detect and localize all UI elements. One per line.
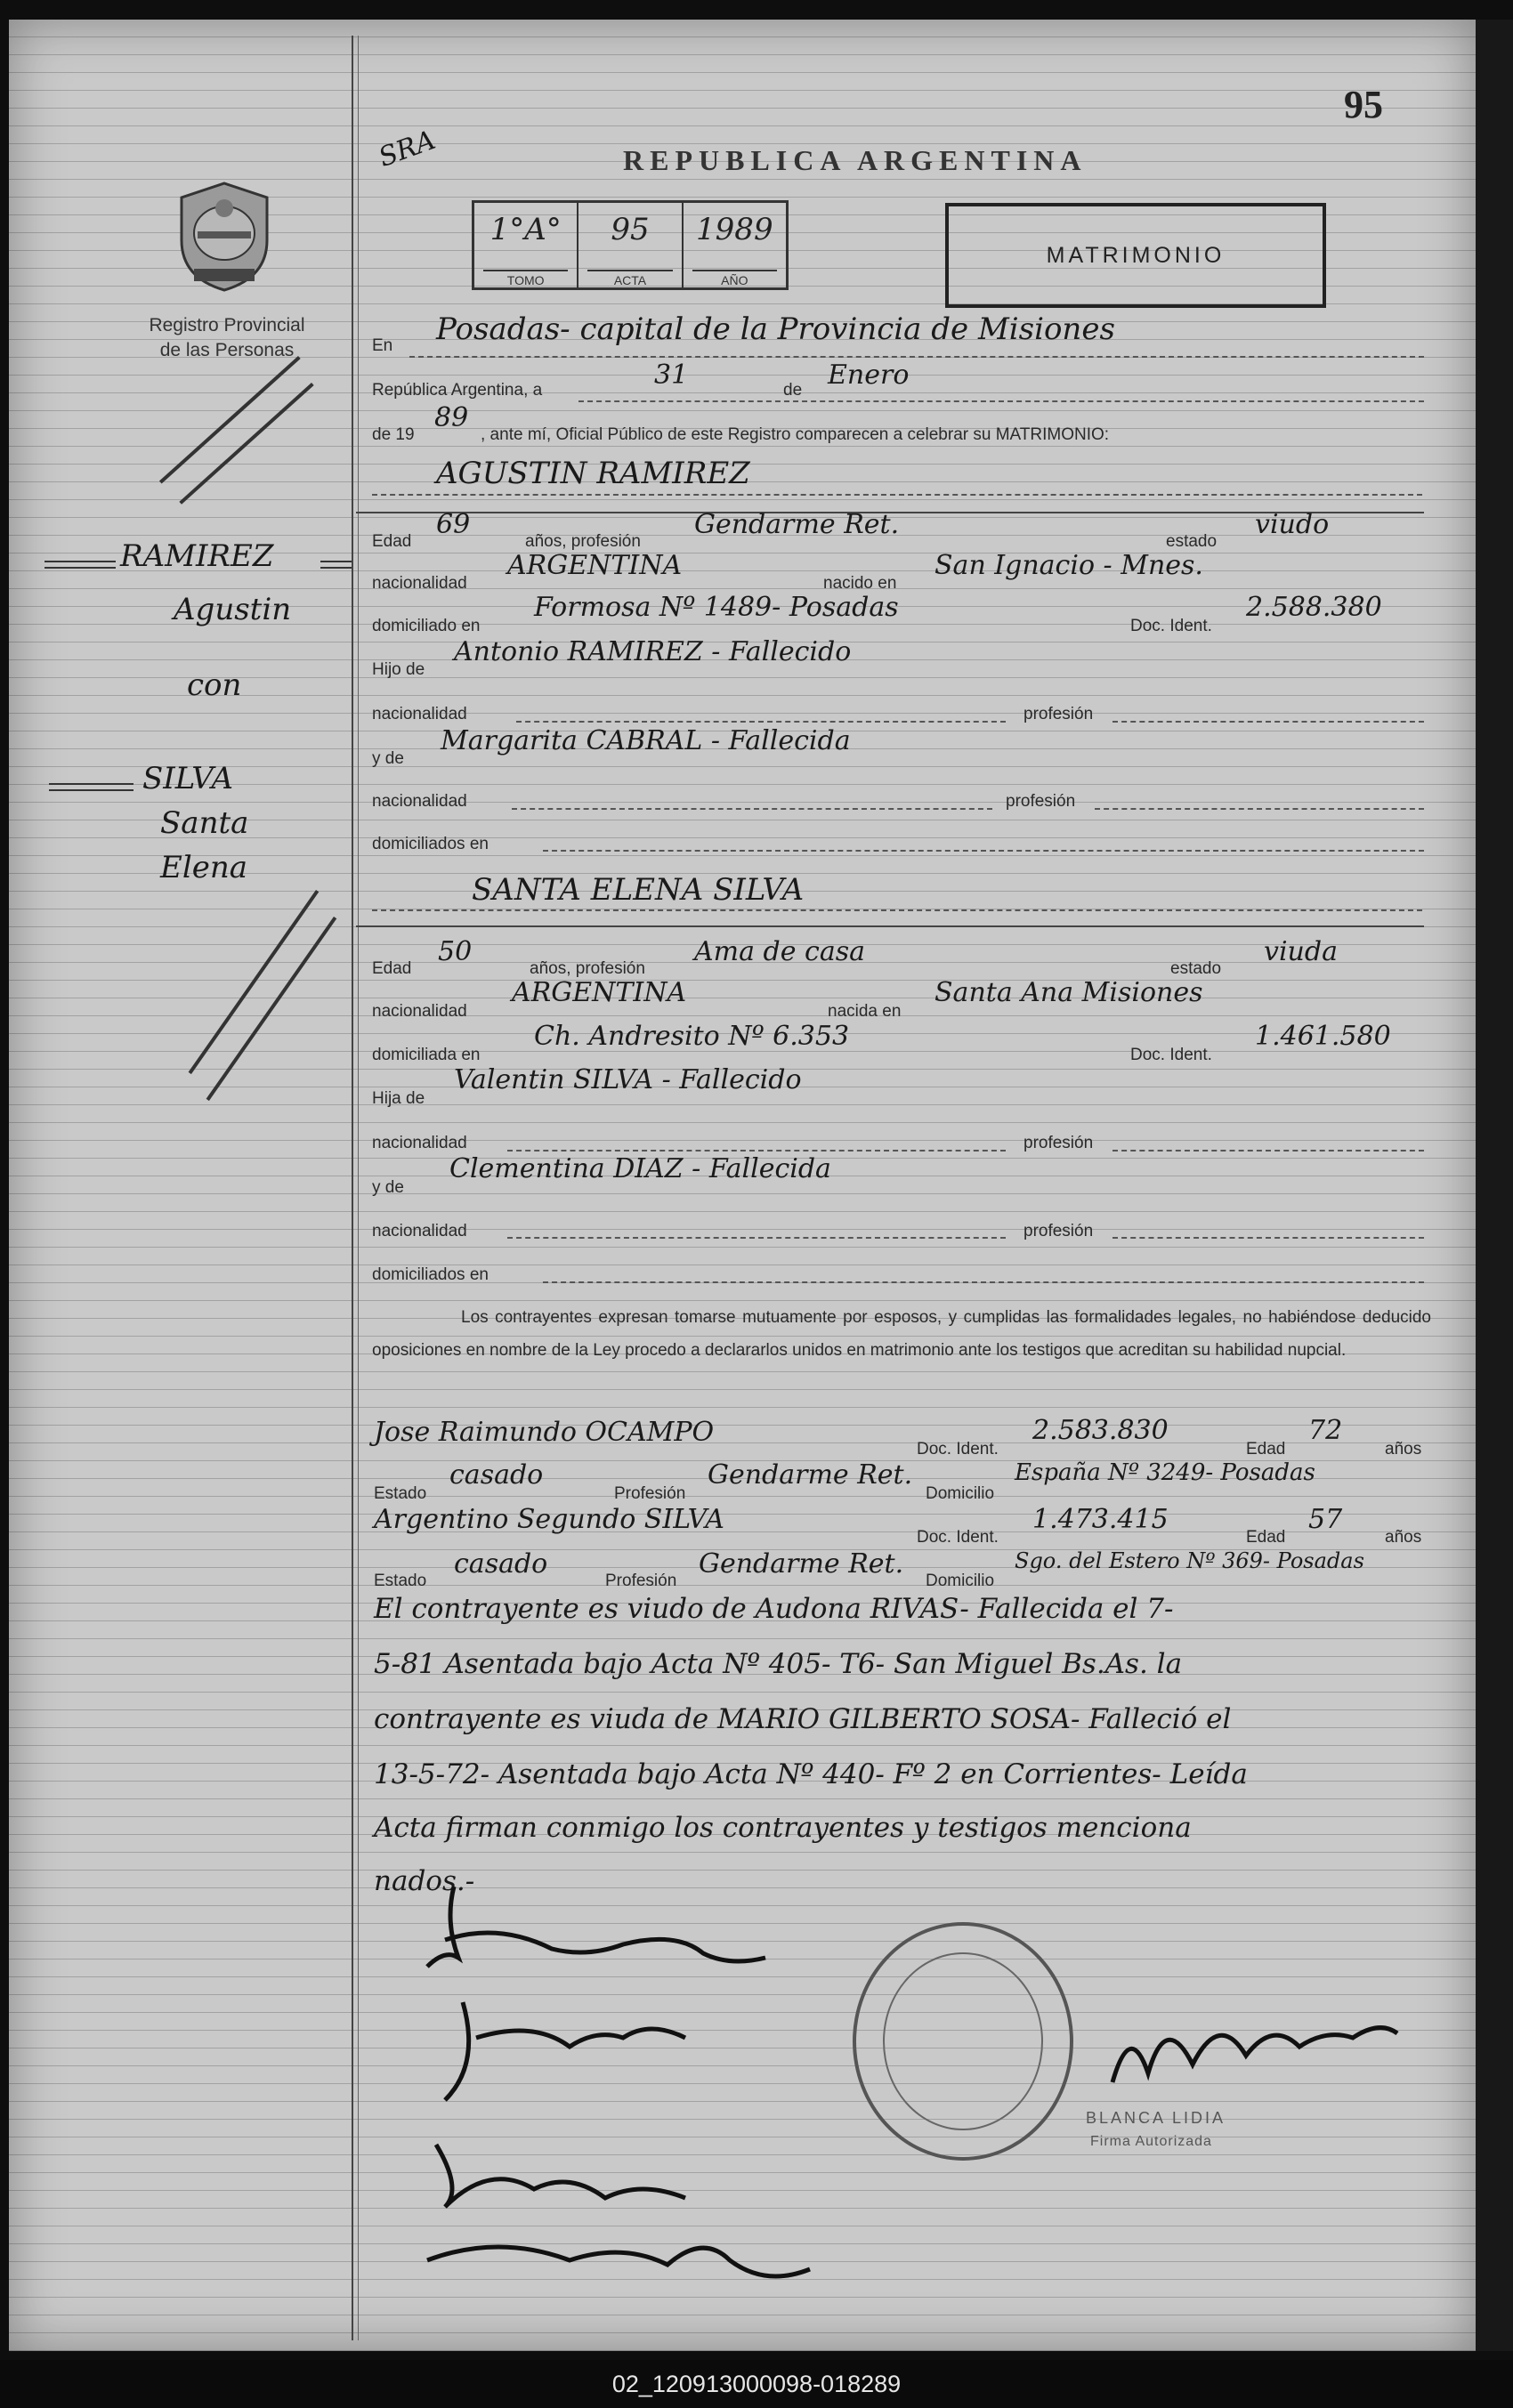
bride-profession: Ama de casa xyxy=(694,936,865,967)
groom-profession: Gendarme Ret. xyxy=(694,509,900,540)
coat-of-arms-icon xyxy=(171,178,278,294)
margin-bride-given-1: Santa xyxy=(160,805,249,841)
fill-line xyxy=(578,400,1424,402)
groom-nacionalidad-label: nacionalidad xyxy=(372,574,467,593)
bride-estado-label: estado xyxy=(1170,959,1222,978)
de-label: de xyxy=(783,381,803,400)
record-number-box xyxy=(472,200,789,290)
record-type-box xyxy=(945,203,1326,308)
groom-estado: viudo xyxy=(1255,509,1330,540)
groom-father-nac-label: nacionalidad xyxy=(372,705,467,723)
groom-birthplace: San Ignacio - Mnes. xyxy=(934,550,1203,581)
groom-address: Formosa Nº 1489- Posadas xyxy=(534,592,899,623)
groom-yde-label: y de xyxy=(372,749,404,768)
groom-doc-label: Doc. Ident. xyxy=(1130,617,1212,635)
signatures-group xyxy=(392,1869,837,2367)
bride-profession-label: años, profesión xyxy=(530,959,645,978)
groom-doc: 2.588.380 xyxy=(1246,592,1382,623)
year-value: 89 xyxy=(434,402,469,433)
groom-domiciliados-label: domiciliados en xyxy=(372,835,489,853)
tomo-cell xyxy=(474,203,578,287)
bride-doc: 1.461.580 xyxy=(1255,1021,1391,1052)
witness-2-anos-label: años xyxy=(1385,1528,1422,1547)
office-line-1: Registro Provincial xyxy=(149,315,305,335)
witness-2-address: Sgo. del Estero Nº 369- Posadas xyxy=(1015,1548,1364,1573)
groom-hijo-label: Hijo de xyxy=(372,660,425,679)
margin-bride-surname: SILVA xyxy=(142,761,234,796)
bride-nacida-label: nacida en xyxy=(828,1002,902,1021)
margin-groom-surname: RAMIREZ xyxy=(120,538,274,574)
margin-rule-line xyxy=(320,561,352,569)
note-line: El contrayente es viudo de Audona RIVAS- Fallecida el 7- xyxy=(374,1593,1174,1625)
intro-text: , ante mí, Oficial Público de este Registro comparecen a celebrar su MATRIMONIO: xyxy=(481,425,1110,444)
witness-1-estado-label: Estado xyxy=(374,1484,427,1503)
de-19-label: de 19 xyxy=(372,425,415,444)
record-type: MATRIMONIO xyxy=(1046,242,1226,268)
groom-nationality: ARGENTINA xyxy=(507,550,683,581)
witness-1-profession: Gendarme Ret. xyxy=(708,1459,913,1491)
bride-edad-label: Edad xyxy=(372,959,412,978)
fill-line xyxy=(512,808,992,810)
acta-cell xyxy=(578,203,683,287)
witness-1-doc-label: Doc. Ident. xyxy=(917,1440,999,1459)
witness-2-name: Argentino Segundo SILVA xyxy=(374,1504,724,1535)
bride-age: 50 xyxy=(438,936,473,967)
witness-1-anos-label: años xyxy=(1385,1440,1422,1459)
groom-mother: Margarita CABRAL - Fallecida xyxy=(441,725,851,756)
margin-connector: con xyxy=(187,667,242,703)
note-line: Acta firman conmigo los contrayentes y testigos menciona xyxy=(374,1812,1192,1844)
bride-estado: viuda xyxy=(1264,936,1338,967)
groom-name: AGUSTIN RAMIREZ xyxy=(436,456,750,491)
fill-line xyxy=(543,1281,1424,1283)
note-line: contrayente es viuda de MARIO GILBERTO SOSA- Falleció el xyxy=(374,1703,1232,1735)
fill-line xyxy=(1112,1150,1424,1151)
note-line: 13-5-72- Asentada bajo Acta Nº 440- Fº 2 en Corrientes- Leída xyxy=(374,1758,1248,1790)
bride-father-prof-label: profesión xyxy=(1024,1134,1094,1152)
fill-line xyxy=(409,356,1424,358)
registry-seal xyxy=(853,1922,1073,2161)
fill-line xyxy=(507,1150,1006,1151)
witness-1-edad-label: Edad xyxy=(1246,1440,1286,1459)
en-label: En xyxy=(372,336,393,355)
acta-value: 95 xyxy=(611,212,650,247)
margin-rule-line xyxy=(49,783,134,791)
groom-profession-label: años, profesión xyxy=(525,532,641,551)
fill-line xyxy=(507,1237,1006,1239)
fill-line xyxy=(543,850,1424,852)
witness-1-estado: casado xyxy=(449,1459,544,1491)
section-separator xyxy=(356,925,1424,927)
fill-line xyxy=(1112,1237,1424,1239)
annotation-top: SRA xyxy=(374,124,440,174)
fill-line xyxy=(372,494,1422,496)
groom-father-prof-label: profesión xyxy=(1024,705,1094,723)
witness-2-dom-label: Domicilio xyxy=(926,1572,995,1590)
bride-address: Ch. Andresito Nº 6.353 xyxy=(534,1021,850,1052)
groom-edad-label: Edad xyxy=(372,532,412,551)
groom-nacido-label: nacido en xyxy=(823,574,897,593)
bride-domicilio-label: domiciliada en xyxy=(372,1046,481,1064)
groom-mother-nac-label: nacionalidad xyxy=(372,792,467,811)
tomo-label: TOMO xyxy=(483,270,568,287)
ano-label: AÑO xyxy=(692,270,777,287)
book-edge xyxy=(1476,20,1513,2351)
official-stamp-name: BLANCA LIDIA xyxy=(1086,2109,1226,2127)
registry-office-name xyxy=(107,313,347,363)
groom-father: Antonio RAMIREZ - Fallecido xyxy=(454,636,852,667)
bride-mother: Clementina DIAZ - Fallecida xyxy=(449,1153,831,1184)
ano-cell xyxy=(684,203,786,287)
bride-mother-nac-label: nacionalidad xyxy=(372,1222,467,1240)
bride-domiciliados-label: domiciliados en xyxy=(372,1265,489,1284)
witness-1-dom-label: Domicilio xyxy=(926,1484,995,1503)
day-value: 31 xyxy=(654,360,689,391)
acta-label: ACTA xyxy=(587,270,672,287)
margin-rule-secondary xyxy=(358,36,359,2340)
fill-line xyxy=(372,909,1422,911)
official-stamp-title: Firma Autorizada xyxy=(1090,2134,1212,2149)
country-title: REPUBLICA ARGENTINA xyxy=(623,144,1088,176)
bride-father: Valentin SILVA - Fallecido xyxy=(454,1064,802,1095)
margin-rule xyxy=(352,36,353,2340)
witness-2-estado: casado xyxy=(454,1548,548,1580)
witness-1-name: Jose Raimundo OCAMPO xyxy=(374,1417,715,1448)
margin-bride-given-2: Elena xyxy=(160,850,247,885)
office-line-2: de las Personas xyxy=(159,340,295,360)
bride-nationality: ARGENTINA xyxy=(512,977,687,1008)
witness-2-profession: Gendarme Ret. xyxy=(699,1548,904,1580)
witness-2-age: 57 xyxy=(1308,1504,1343,1535)
fill-line xyxy=(1112,721,1424,723)
witness-1-prof-label: Profesión xyxy=(614,1484,686,1503)
margin-groom-given: Agustin xyxy=(174,592,292,627)
witness-2-doc-label: Doc. Ident. xyxy=(917,1528,999,1547)
bride-hija-label: Hija de xyxy=(372,1089,425,1108)
footer-id: 02_120913000098-018289 xyxy=(0,2360,1513,2408)
groom-mother-prof-label: profesión xyxy=(1006,792,1076,811)
witness-2-edad-label: Edad xyxy=(1246,1528,1286,1547)
bride-father-nac-label: nacionalidad xyxy=(372,1134,467,1152)
fill-line xyxy=(1095,808,1424,810)
groom-age: 69 xyxy=(436,509,471,540)
margin-rule-line xyxy=(44,561,116,569)
witness-1-address: España Nº 3249- Posadas xyxy=(1015,1459,1315,1486)
republica-label: República Argentina, a xyxy=(372,381,543,400)
bride-name: SANTA ELENA SILVA xyxy=(472,872,805,908)
bride-nacionalidad-label: nacionalidad xyxy=(372,1002,467,1021)
witness-2-estado-label: Estado xyxy=(374,1572,427,1590)
witness-2-doc: 1.473.415 xyxy=(1032,1504,1169,1535)
witness-1-doc: 2.583.830 xyxy=(1032,1415,1169,1446)
declaration-text: Los contrayentes expresan tomarse mutuamente por esposos, y cumplidas las formalidades legales, no habiéndose deducido oposiciones en nombre de la Ley procedo a declararlos unidos en matrimonio ante los testigos que acreditan su habilidad nupcial. xyxy=(372,1308,1431,1360)
tomo-value: 1°A° xyxy=(490,212,562,247)
groom-estado-label: estado xyxy=(1166,532,1218,551)
fill-line xyxy=(516,721,1006,723)
witness-1-age: 72 xyxy=(1308,1415,1343,1446)
note-line: nados.- xyxy=(374,1865,475,1897)
bride-doc-label: Doc. Ident. xyxy=(1130,1046,1212,1064)
page-number: 95 xyxy=(1344,83,1383,126)
bride-birthplace: Santa Ana Misiones xyxy=(934,977,1203,1008)
groom-domicilio-label: domiciliado en xyxy=(372,617,481,635)
bride-yde-label: y de xyxy=(372,1178,404,1197)
official-signature xyxy=(1095,1984,1415,2109)
bride-mother-prof-label: profesión xyxy=(1024,1222,1094,1240)
place-value: Posadas- capital de la Provincia de Misiones xyxy=(436,311,1115,347)
witness-2-prof-label: Profesión xyxy=(605,1572,677,1590)
month-value: Enero xyxy=(828,360,910,391)
note-line: 5-81 Asentada bajo Acta Nº 405- T6- San Miguel Bs.As. la xyxy=(374,1648,1183,1680)
ano-value: 1989 xyxy=(696,212,773,247)
